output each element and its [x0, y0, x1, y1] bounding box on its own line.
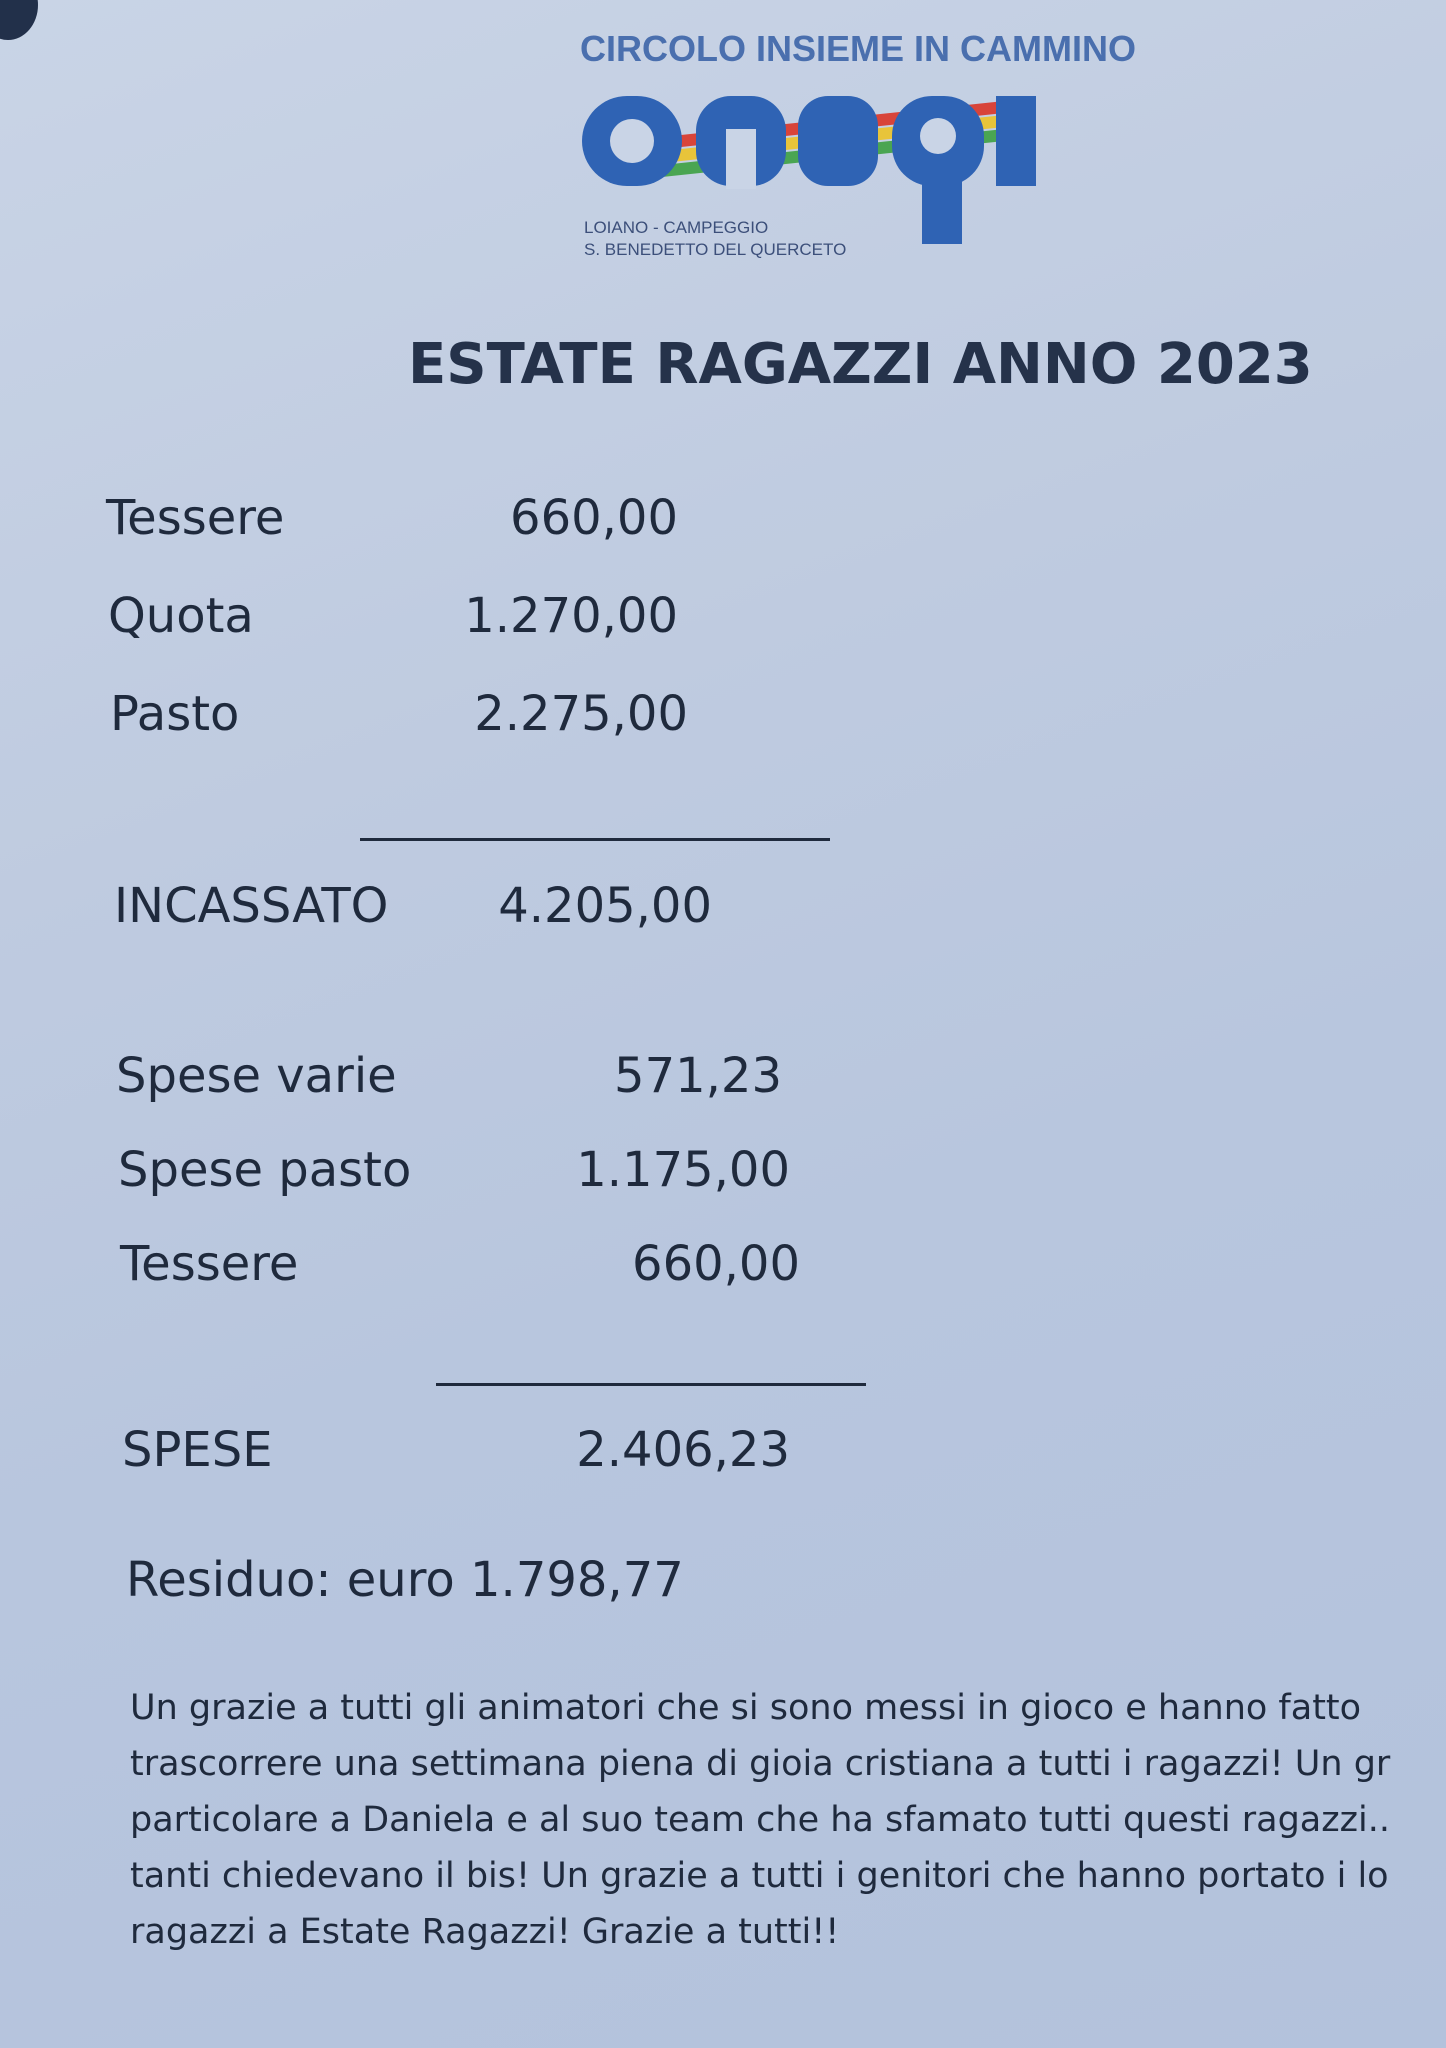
expense-divider — [436, 1383, 866, 1386]
expense-total-label: SPESE — [122, 1422, 273, 1478]
logo-location-line1: LOIANO - CAMPEGGIO — [584, 218, 769, 237]
expense-value: 1.175,00 — [576, 1142, 790, 1198]
income-label: Tessere — [106, 490, 285, 546]
message-line: tanti chiedevano il bis! Un grazie a tutti i genitori che hanno portato i lo — [130, 1856, 1389, 1896]
income-total-label: INCASSATO — [114, 878, 389, 934]
expense-label: Spese pasto — [118, 1142, 412, 1198]
logo-brand-text: anspi — [786, 224, 789, 225]
message-line: trascorrere una settimana piena di gioia cristiana a tutti i ragazzi! Un gr — [130, 1744, 1391, 1784]
income-value: 2.275,00 — [474, 686, 688, 742]
expense-value: 660,00 — [632, 1236, 800, 1292]
income-value: 1.270,00 — [464, 588, 678, 644]
message-line: Un grazie a tutti gli animatori che si sono messi in gioco e hanno fatto — [130, 1688, 1362, 1728]
pushpin — [0, 0, 38, 40]
page-title: ESTATE RAGAZZI ANNO 2023 — [408, 332, 1313, 397]
expense-label: Spese varie — [116, 1048, 397, 1104]
income-divider — [360, 838, 830, 841]
income-value: 660,00 — [510, 490, 678, 546]
residuo-line: Residuo: euro 1.798,77 — [126, 1552, 684, 1608]
message-line: particolare a Daniela e al suo team che ha sfamato tutti questi ragazzi.. — [130, 1800, 1390, 1840]
income-label: Pasto — [110, 686, 240, 742]
expense-label: Tessere — [120, 1236, 299, 1292]
logo-circolo-text: CIRCOLO INSIEME IN CAMMINO — [580, 28, 1136, 69]
message-line: ragazzi a Estate Ragazzi! Grazie a tutti!! — [130, 1912, 840, 1952]
anspi-logo — [576, 22, 1136, 282]
expense-total-value: 2.406,23 — [576, 1422, 790, 1478]
thank-you-message — [130, 1680, 1446, 1960]
income-label: Quota — [108, 588, 254, 644]
expense-value: 571,23 — [614, 1048, 782, 1104]
logo-location-line2: S. BENEDETTO DEL QUERCETO — [584, 240, 847, 259]
income-total-value: 4.205,00 — [498, 878, 712, 934]
